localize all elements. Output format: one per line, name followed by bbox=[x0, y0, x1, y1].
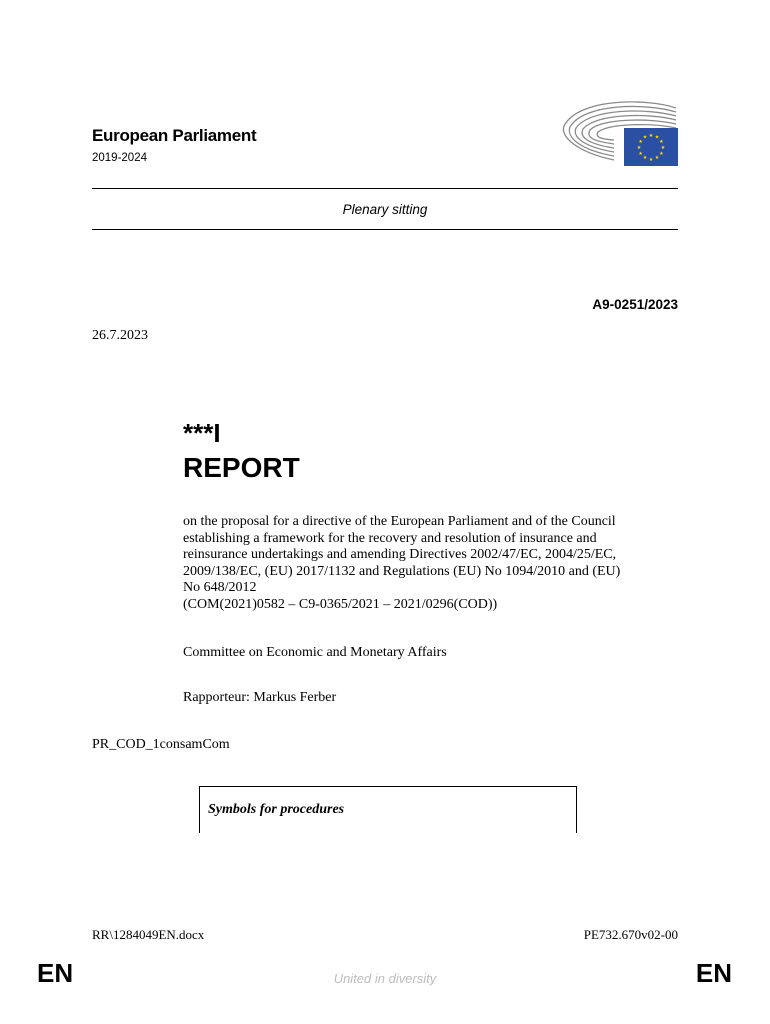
institution-name: European Parliament bbox=[92, 126, 257, 145]
committee-name: Committee on Economic and Monetary Affairs bbox=[183, 645, 447, 660]
parliamentary-term: 2019-2024 bbox=[92, 152, 147, 164]
eu-star-icon: ★ bbox=[638, 139, 643, 145]
eu-star-icon: ★ bbox=[654, 156, 660, 162]
eu-star-icon: ★ bbox=[660, 145, 666, 151]
header-divider-top bbox=[92, 188, 678, 189]
header-divider-bottom bbox=[92, 229, 678, 230]
eu-star-icon: ★ bbox=[648, 157, 654, 163]
subject-line: 2009/138/EC, (EU) 2017/1132 and Regulations (EU) No 1094/2010 and (EU) bbox=[183, 563, 621, 579]
symbols-heading: Symbols for procedures bbox=[208, 802, 345, 817]
subject-line: on the proposal for a directive of the European Parliament and of the Council bbox=[183, 514, 616, 529]
eu-star-icon: ★ bbox=[642, 135, 648, 141]
report-subject bbox=[183, 514, 683, 614]
plenary-sitting-label: Plenary sitting bbox=[342, 202, 428, 217]
report-title: REPORT bbox=[183, 452, 300, 483]
eu-star-icon: ★ bbox=[636, 145, 642, 151]
european-parliament-logo-icon bbox=[558, 100, 680, 168]
subject-line: No 648/2012 bbox=[183, 580, 257, 596]
footer-filename: RR\1284049EN.docx bbox=[92, 927, 205, 942]
language-code-right: EN bbox=[695, 958, 732, 988]
language-code-left: EN bbox=[37, 958, 74, 988]
footer-reference: PE732.670v02-00 bbox=[583, 927, 678, 942]
eu-star-icon: ★ bbox=[659, 139, 664, 145]
eu-star-icon: ★ bbox=[648, 133, 654, 139]
subject-line: reinsurance undertakings and amending Directives 2002/47/EC, 2004/25/EC, bbox=[183, 547, 617, 563]
subject-line: establishing a framework for the recovery and resolution of insurance and bbox=[183, 530, 597, 546]
rapporteur: Rapporteur: Markus Ferber bbox=[183, 690, 337, 705]
template-code: PR_COD_1consamCom bbox=[92, 737, 230, 752]
procedure-symbol: ***I bbox=[183, 418, 221, 448]
document-number: A9-0251/2023 bbox=[592, 297, 678, 312]
eu-star-icon: ★ bbox=[659, 151, 664, 157]
subject-line: (COM(2021)0582 – C9-0365/2021 – 2021/0296(COD)) bbox=[183, 596, 498, 612]
eu-motto: United in diversity bbox=[333, 971, 437, 986]
eu-star-icon: ★ bbox=[654, 135, 660, 141]
eu-star-icon: ★ bbox=[642, 156, 648, 162]
eu-star-icon: ★ bbox=[638, 151, 643, 157]
document-date: 26.7.2023 bbox=[92, 328, 148, 343]
